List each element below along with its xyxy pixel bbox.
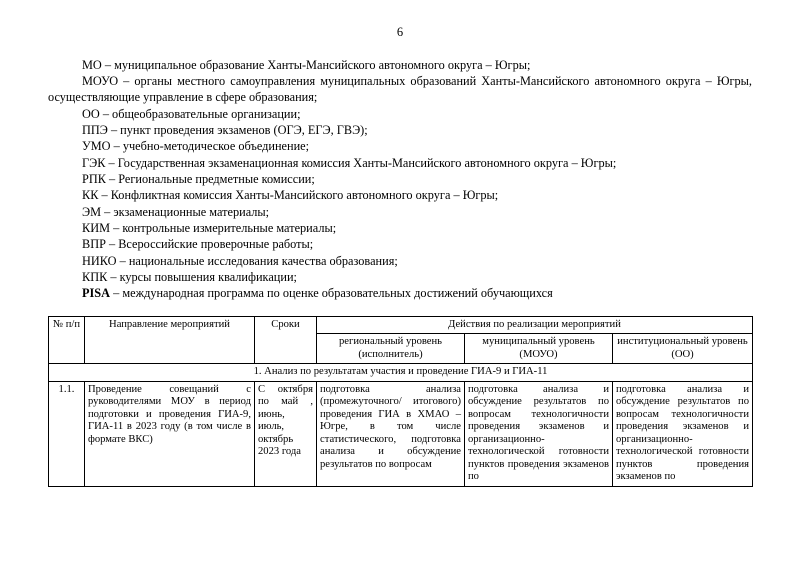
header-institutional: институциональный уровень (ОО) (613, 334, 753, 364)
header-municipal: муниципальный уровень (МОУО) (465, 334, 613, 364)
abbreviation-item: ОО – общеобразовательные организации; (82, 106, 301, 121)
abbreviation-item: НИКО – национальные исследования качества образования; (82, 253, 398, 268)
abbreviation-item: ЭМ – экзаменационные материалы; (82, 204, 270, 219)
abbreviation-item-pisa (48, 285, 752, 301)
table-section-row (49, 364, 753, 382)
header-direction: Направление мероприятий (85, 316, 255, 364)
abbreviation-item: ППЭ – пункт проведения экзаменов (ОГЭ, ЕГЭ, ГВЭ); (82, 122, 368, 137)
abbreviation-item: ГЭК – Государственная экзаменационная комиссия Ханты-Мансийского автономного округа – Югры; (82, 155, 617, 170)
activities-table (48, 316, 753, 487)
abbreviation-item: КПК – курсы повышения квалификации; (82, 269, 297, 284)
row-direction: Проведение совещаний с руководителями МОУ в период подготовки и проведения ГИА-9, ГИА-11 в 2023 году (в том числе в формате ВКС) (85, 381, 255, 486)
row-num: 1.1. (49, 381, 85, 486)
table-row (49, 381, 753, 486)
abbreviation-item: ВПР – Всероссийские проверочные работы; (82, 237, 314, 252)
row-regional: подготовка анализа (промежуточного/ итогового) проведения ГИА в ХМАО – Югре, в том числе статистического, подготовка анализа и обсуждение результатов по вопросам (317, 381, 465, 486)
pisa-description: – международная программа по оценке образовательных достижений обучающихся (110, 286, 553, 301)
abbreviation-item: КК – Конфликтная комиссия Ханты-Мансийского автономного округа – Югры; (82, 188, 499, 203)
section-title: 1. Анализ по результатам участия и проведение ГИА-9 и ГИА-11 (49, 364, 753, 382)
pisa-label: PISA (82, 286, 111, 301)
abbreviation-item: МОУО – органы местного самоуправления муниципальных образований Ханты-Мансийского автономного округа – Югры, осуществляющие управление в сфере образования; (48, 73, 752, 105)
row-municipal: подготовка анализа и обсуждение результатов по вопросам технологичности проведения экзаменов и организационно-технологической готовности пунктов проведения экзаменов по (465, 381, 613, 486)
row-institutional: подготовка анализа и обсуждение результатов по вопросам технологичности проведения экзаменов и организационно-технологической готовности пунктов проведения экзаменов по (613, 381, 753, 486)
page-number: 6 (396, 25, 404, 39)
abbreviation-item: УМО – учебно-методическое объединение; (82, 139, 310, 154)
table-header-row (49, 316, 753, 334)
abbreviations-list (48, 57, 752, 302)
abbreviation-item: РПК – Региональные предметные комиссии; (82, 171, 315, 186)
row-terms: С октября по май , июнь, июль, октябрь 2023 года (255, 381, 317, 486)
header-actions-group: Действия по реализации мероприятий (317, 316, 753, 334)
abbreviation-item: КИМ – контрольные измерительные материалы; (82, 220, 337, 235)
header-num: № п/п (49, 316, 85, 364)
abbreviation-item: МО – муниципальное образование Ханты-Мансийского автономного округа – Югры; (82, 57, 531, 72)
header-terms: Сроки (255, 316, 317, 364)
header-regional: региональный уровень (исполнитель) (317, 334, 465, 364)
